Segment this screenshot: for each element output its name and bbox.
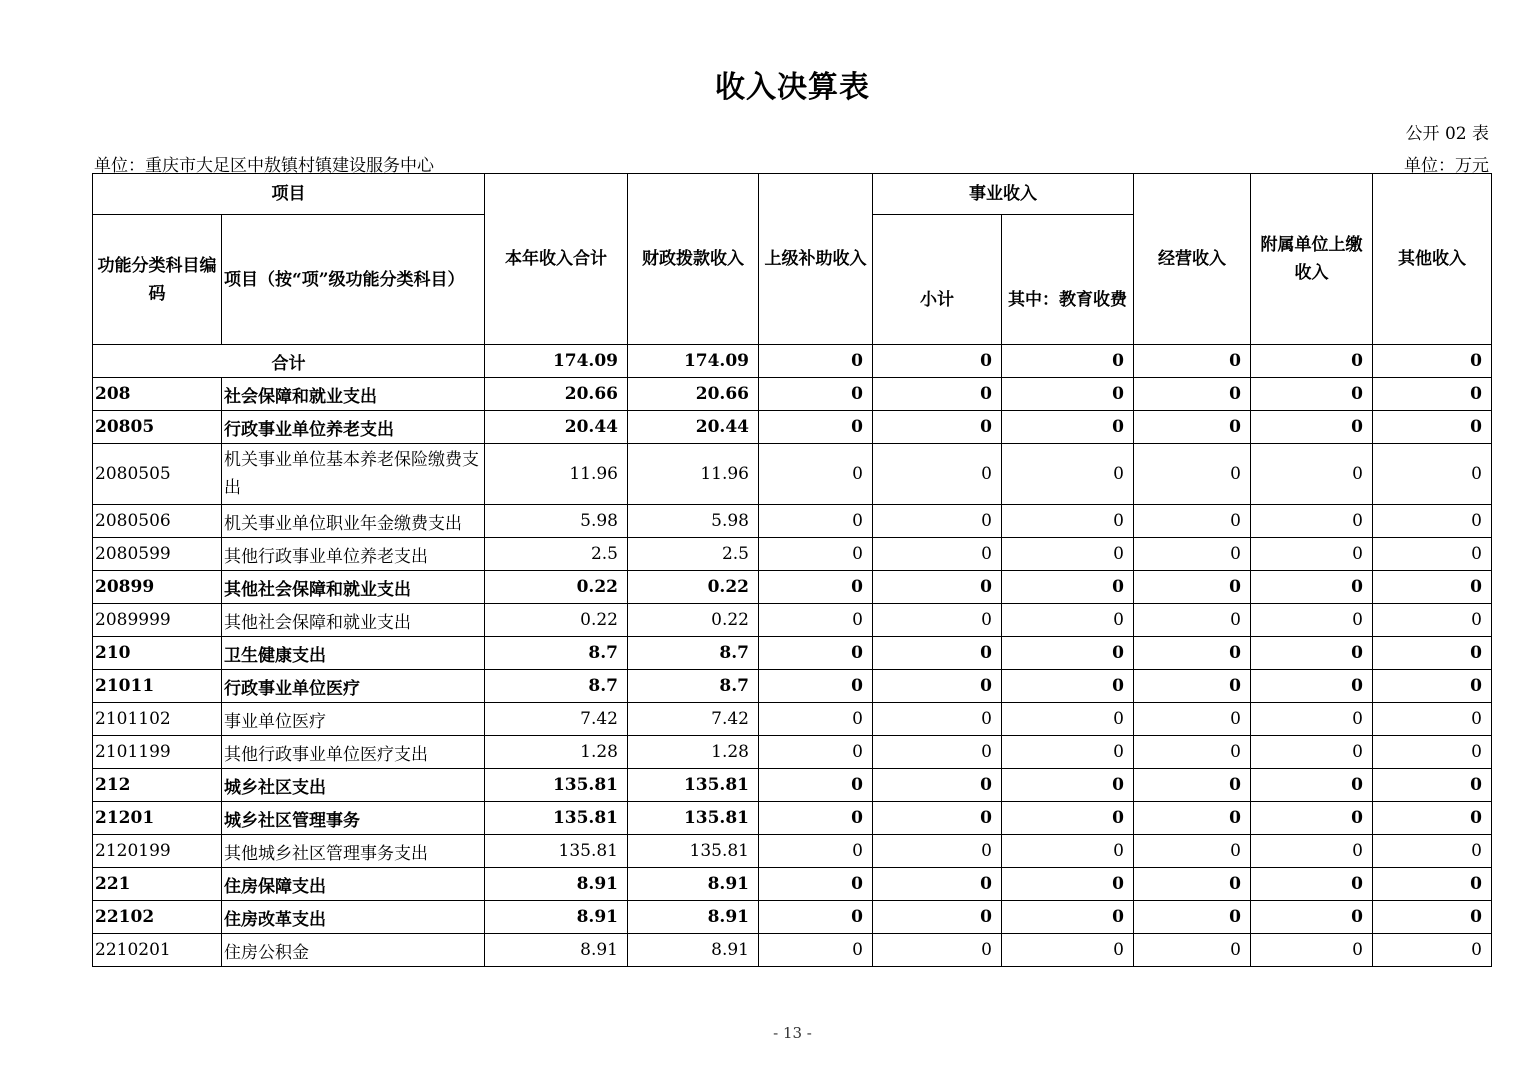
row-value: 8.91 [628,934,759,967]
row-value: 0 [1134,802,1251,835]
total-value: 174.09 [628,345,759,378]
row-value: 0 [1002,769,1134,802]
row-value: 0 [759,901,873,934]
row-value: 0 [1002,411,1134,444]
row-value: 0 [873,378,1002,411]
row-value: 0 [1373,444,1492,505]
row-value: 0 [1002,868,1134,901]
row-value: 0 [1251,604,1373,637]
row-value: 8.91 [485,934,628,967]
header-project: 项目 [93,174,485,215]
row-value: 0 [759,411,873,444]
row-value: 0 [873,736,1002,769]
row-value: 0 [1373,835,1492,868]
row-value: 135.81 [485,769,628,802]
total-value: 0 [1002,345,1134,378]
row-value: 0 [1002,444,1134,505]
row-value: 20.44 [485,411,628,444]
row-value: 0 [873,835,1002,868]
row-value: 0 [1251,378,1373,411]
row-value: 0 [1373,802,1492,835]
row-code: 21011 [93,670,222,703]
row-value: 0 [1251,736,1373,769]
row-code: 2101199 [93,736,222,769]
table-body [93,345,1492,967]
row-value: 0 [873,571,1002,604]
table-row [93,538,1492,571]
row-value: 0 [1373,637,1492,670]
header-upper: 上级补助收入 [759,174,873,345]
total-value: 0 [873,345,1002,378]
row-value: 5.98 [628,505,759,538]
row-value: 0 [873,802,1002,835]
row-name: 行政事业单位医疗 [222,670,485,703]
row-value: 0 [1373,934,1492,967]
table-row [93,868,1492,901]
row-name: 卫生健康支出 [222,637,485,670]
table-row [93,378,1492,411]
row-value: 0 [759,868,873,901]
table-row [93,769,1492,802]
income-table [92,173,1492,967]
row-name: 住房改革支出 [222,901,485,934]
row-value: 0 [1134,703,1251,736]
total-row [93,345,1492,378]
row-value: 20.66 [628,378,759,411]
row-value: 0 [759,703,873,736]
row-value: 0 [759,637,873,670]
total-label: 合计 [93,345,485,378]
row-name: 城乡社区管理事务 [222,802,485,835]
row-value: 0 [1373,901,1492,934]
row-value: 0 [1134,736,1251,769]
table-row [93,411,1492,444]
row-name: 事业单位医疗 [222,703,485,736]
total-value: 174.09 [485,345,628,378]
row-value: 0 [1251,444,1373,505]
row-value: 0 [1002,637,1134,670]
row-value: 0 [1251,637,1373,670]
row-value: 1.28 [485,736,628,769]
row-value: 8.91 [628,901,759,934]
row-name: 其他城乡社区管理事务支出 [222,835,485,868]
row-value: 0 [1251,538,1373,571]
row-value: 2.5 [628,538,759,571]
row-value: 0 [1134,934,1251,967]
row-value: 8.7 [485,637,628,670]
row-value: 0 [1134,670,1251,703]
row-value: 135.81 [485,802,628,835]
row-value: 0 [759,444,873,505]
row-value: 0 [1251,802,1373,835]
row-value: 0 [759,538,873,571]
row-value: 20.44 [628,411,759,444]
table-row [93,736,1492,769]
row-value: 0 [1002,538,1134,571]
total-value: 0 [1251,345,1373,378]
row-value: 0 [759,934,873,967]
row-value: 0 [759,736,873,769]
row-value: 0 [1002,736,1134,769]
table-row [93,703,1492,736]
header-func-name: 项目（按“项”级功能分类科目） [222,215,485,345]
row-value: 0 [759,505,873,538]
row-code: 2080505 [93,444,222,505]
table-row [93,802,1492,835]
row-name: 城乡社区支出 [222,769,485,802]
row-value: 11.96 [628,444,759,505]
row-value: 0.22 [485,604,628,637]
header-func-code: 功能分类科目编码 [93,215,222,345]
row-value: 0.22 [628,571,759,604]
row-value: 2.5 [485,538,628,571]
row-value: 0 [1134,411,1251,444]
row-value: 0 [759,571,873,604]
page-title: 收入决算表 [715,70,870,105]
row-value: 8.91 [485,901,628,934]
row-value: 0 [873,538,1002,571]
row-value: 0 [1251,411,1373,444]
row-name: 其他行政事业单位医疗支出 [222,736,485,769]
row-code: 22102 [93,901,222,934]
row-value: 0 [1134,637,1251,670]
row-value: 0 [1134,604,1251,637]
row-value: 0 [759,769,873,802]
row-value: 0 [873,934,1002,967]
form-number: 公开 02 表 [1405,124,1489,144]
row-value: 0.22 [485,571,628,604]
row-value: 0 [1373,571,1492,604]
row-value: 8.91 [628,868,759,901]
row-value: 0 [1134,538,1251,571]
row-code: 2210201 [93,934,222,967]
row-value: 0 [873,444,1002,505]
row-value: 0 [1251,934,1373,967]
row-value: 0.22 [628,604,759,637]
row-code: 20899 [93,571,222,604]
header-fiscal: 财政拨款收入 [628,174,759,345]
row-value: 0 [759,604,873,637]
row-code: 2080506 [93,505,222,538]
row-name: 其他社会保障和就业支出 [222,571,485,604]
page-number: - 13 - [773,1024,812,1042]
row-value: 8.7 [628,670,759,703]
row-value: 0 [1002,901,1134,934]
row-value: 8.7 [628,637,759,670]
row-value: 11.96 [485,444,628,505]
row-value: 135.81 [628,769,759,802]
row-code: 208 [93,378,222,411]
row-value: 0 [1373,670,1492,703]
row-value: 0 [1251,769,1373,802]
row-value: 0 [1373,868,1492,901]
row-value: 0 [873,411,1002,444]
row-code: 21201 [93,802,222,835]
row-value: 0 [1373,538,1492,571]
row-value: 0 [1002,802,1134,835]
row-name: 住房保障支出 [222,868,485,901]
row-value: 0 [1251,835,1373,868]
table-row [93,835,1492,868]
row-value: 0 [1134,835,1251,868]
row-value: 0 [1251,901,1373,934]
row-name: 机关事业单位职业年金缴费支出 [222,505,485,538]
row-value: 0 [873,901,1002,934]
table-row [93,901,1492,934]
table-row [93,444,1492,505]
row-value: 0 [873,505,1002,538]
row-value: 0 [873,868,1002,901]
row-name: 行政事业单位养老支出 [222,411,485,444]
row-value: 7.42 [628,703,759,736]
row-value: 8.91 [485,868,628,901]
row-code: 212 [93,769,222,802]
row-value: 0 [1002,378,1134,411]
row-value: 0 [1373,736,1492,769]
row-value: 0 [1134,868,1251,901]
row-value: 0 [1373,604,1492,637]
row-value: 0 [1134,571,1251,604]
header-affiliated: 附属单位上缴收入 [1251,174,1373,345]
unit-name: 单位：重庆市大足区中敖镇村镇建设服务中心 [94,156,434,176]
row-value: 5.98 [485,505,628,538]
row-value: 8.7 [485,670,628,703]
row-value: 135.81 [485,835,628,868]
row-value: 0 [873,703,1002,736]
header-total-income: 本年收入合计 [485,174,628,345]
row-value: 0 [873,670,1002,703]
row-value: 135.81 [628,802,759,835]
row-value: 0 [1251,505,1373,538]
currency-unit: 单位：万元 [1404,156,1489,176]
row-code: 2080599 [93,538,222,571]
header-subtotal: 小计 [873,215,1002,345]
row-value: 0 [1134,901,1251,934]
row-value: 0 [873,769,1002,802]
total-value: 0 [759,345,873,378]
row-name: 其他社会保障和就业支出 [222,604,485,637]
row-value: 0 [1251,670,1373,703]
row-value: 0 [1251,868,1373,901]
row-value: 0 [1002,703,1134,736]
header-operating: 经营收入 [1134,174,1251,345]
header-edu: 其中：教育收费 [1002,215,1134,345]
total-value: 0 [1373,345,1492,378]
table-row [93,934,1492,967]
row-value: 0 [1373,411,1492,444]
row-value: 0 [1002,934,1134,967]
row-value: 0 [1002,604,1134,637]
row-value: 0 [759,835,873,868]
table-row [93,505,1492,538]
row-value: 20.66 [485,378,628,411]
row-code: 20805 [93,411,222,444]
row-name: 其他行政事业单位养老支出 [222,538,485,571]
row-value: 0 [1373,703,1492,736]
row-code: 2120199 [93,835,222,868]
row-value: 0 [1002,571,1134,604]
row-code: 2101102 [93,703,222,736]
row-value: 0 [1002,505,1134,538]
row-value: 0 [1373,378,1492,411]
header-other: 其他收入 [1373,174,1492,345]
row-value: 0 [1134,769,1251,802]
row-value: 0 [759,802,873,835]
row-value: 0 [1002,670,1134,703]
table-row [93,604,1492,637]
row-code: 221 [93,868,222,901]
row-value: 0 [1002,835,1134,868]
row-name: 社会保障和就业支出 [222,378,485,411]
row-value: 0 [873,637,1002,670]
row-value: 0 [1134,444,1251,505]
row-code: 2089999 [93,604,222,637]
row-value: 0 [759,378,873,411]
row-value: 0 [873,604,1002,637]
row-value: 7.42 [485,703,628,736]
row-value: 0 [1134,505,1251,538]
table-row [93,670,1492,703]
row-value: 0 [1373,769,1492,802]
row-value: 0 [1134,378,1251,411]
row-name: 机关事业单位基本养老保险缴费支出 [222,444,485,505]
table-row [93,571,1492,604]
row-value: 0 [1251,703,1373,736]
row-value: 135.81 [628,835,759,868]
header-business: 事业收入 [873,174,1134,215]
row-value: 0 [759,670,873,703]
row-name: 住房公积金 [222,934,485,967]
row-value: 1.28 [628,736,759,769]
total-value: 0 [1134,345,1251,378]
row-code: 210 [93,637,222,670]
row-value: 0 [1373,505,1492,538]
table-row [93,637,1492,670]
row-value: 0 [1251,571,1373,604]
